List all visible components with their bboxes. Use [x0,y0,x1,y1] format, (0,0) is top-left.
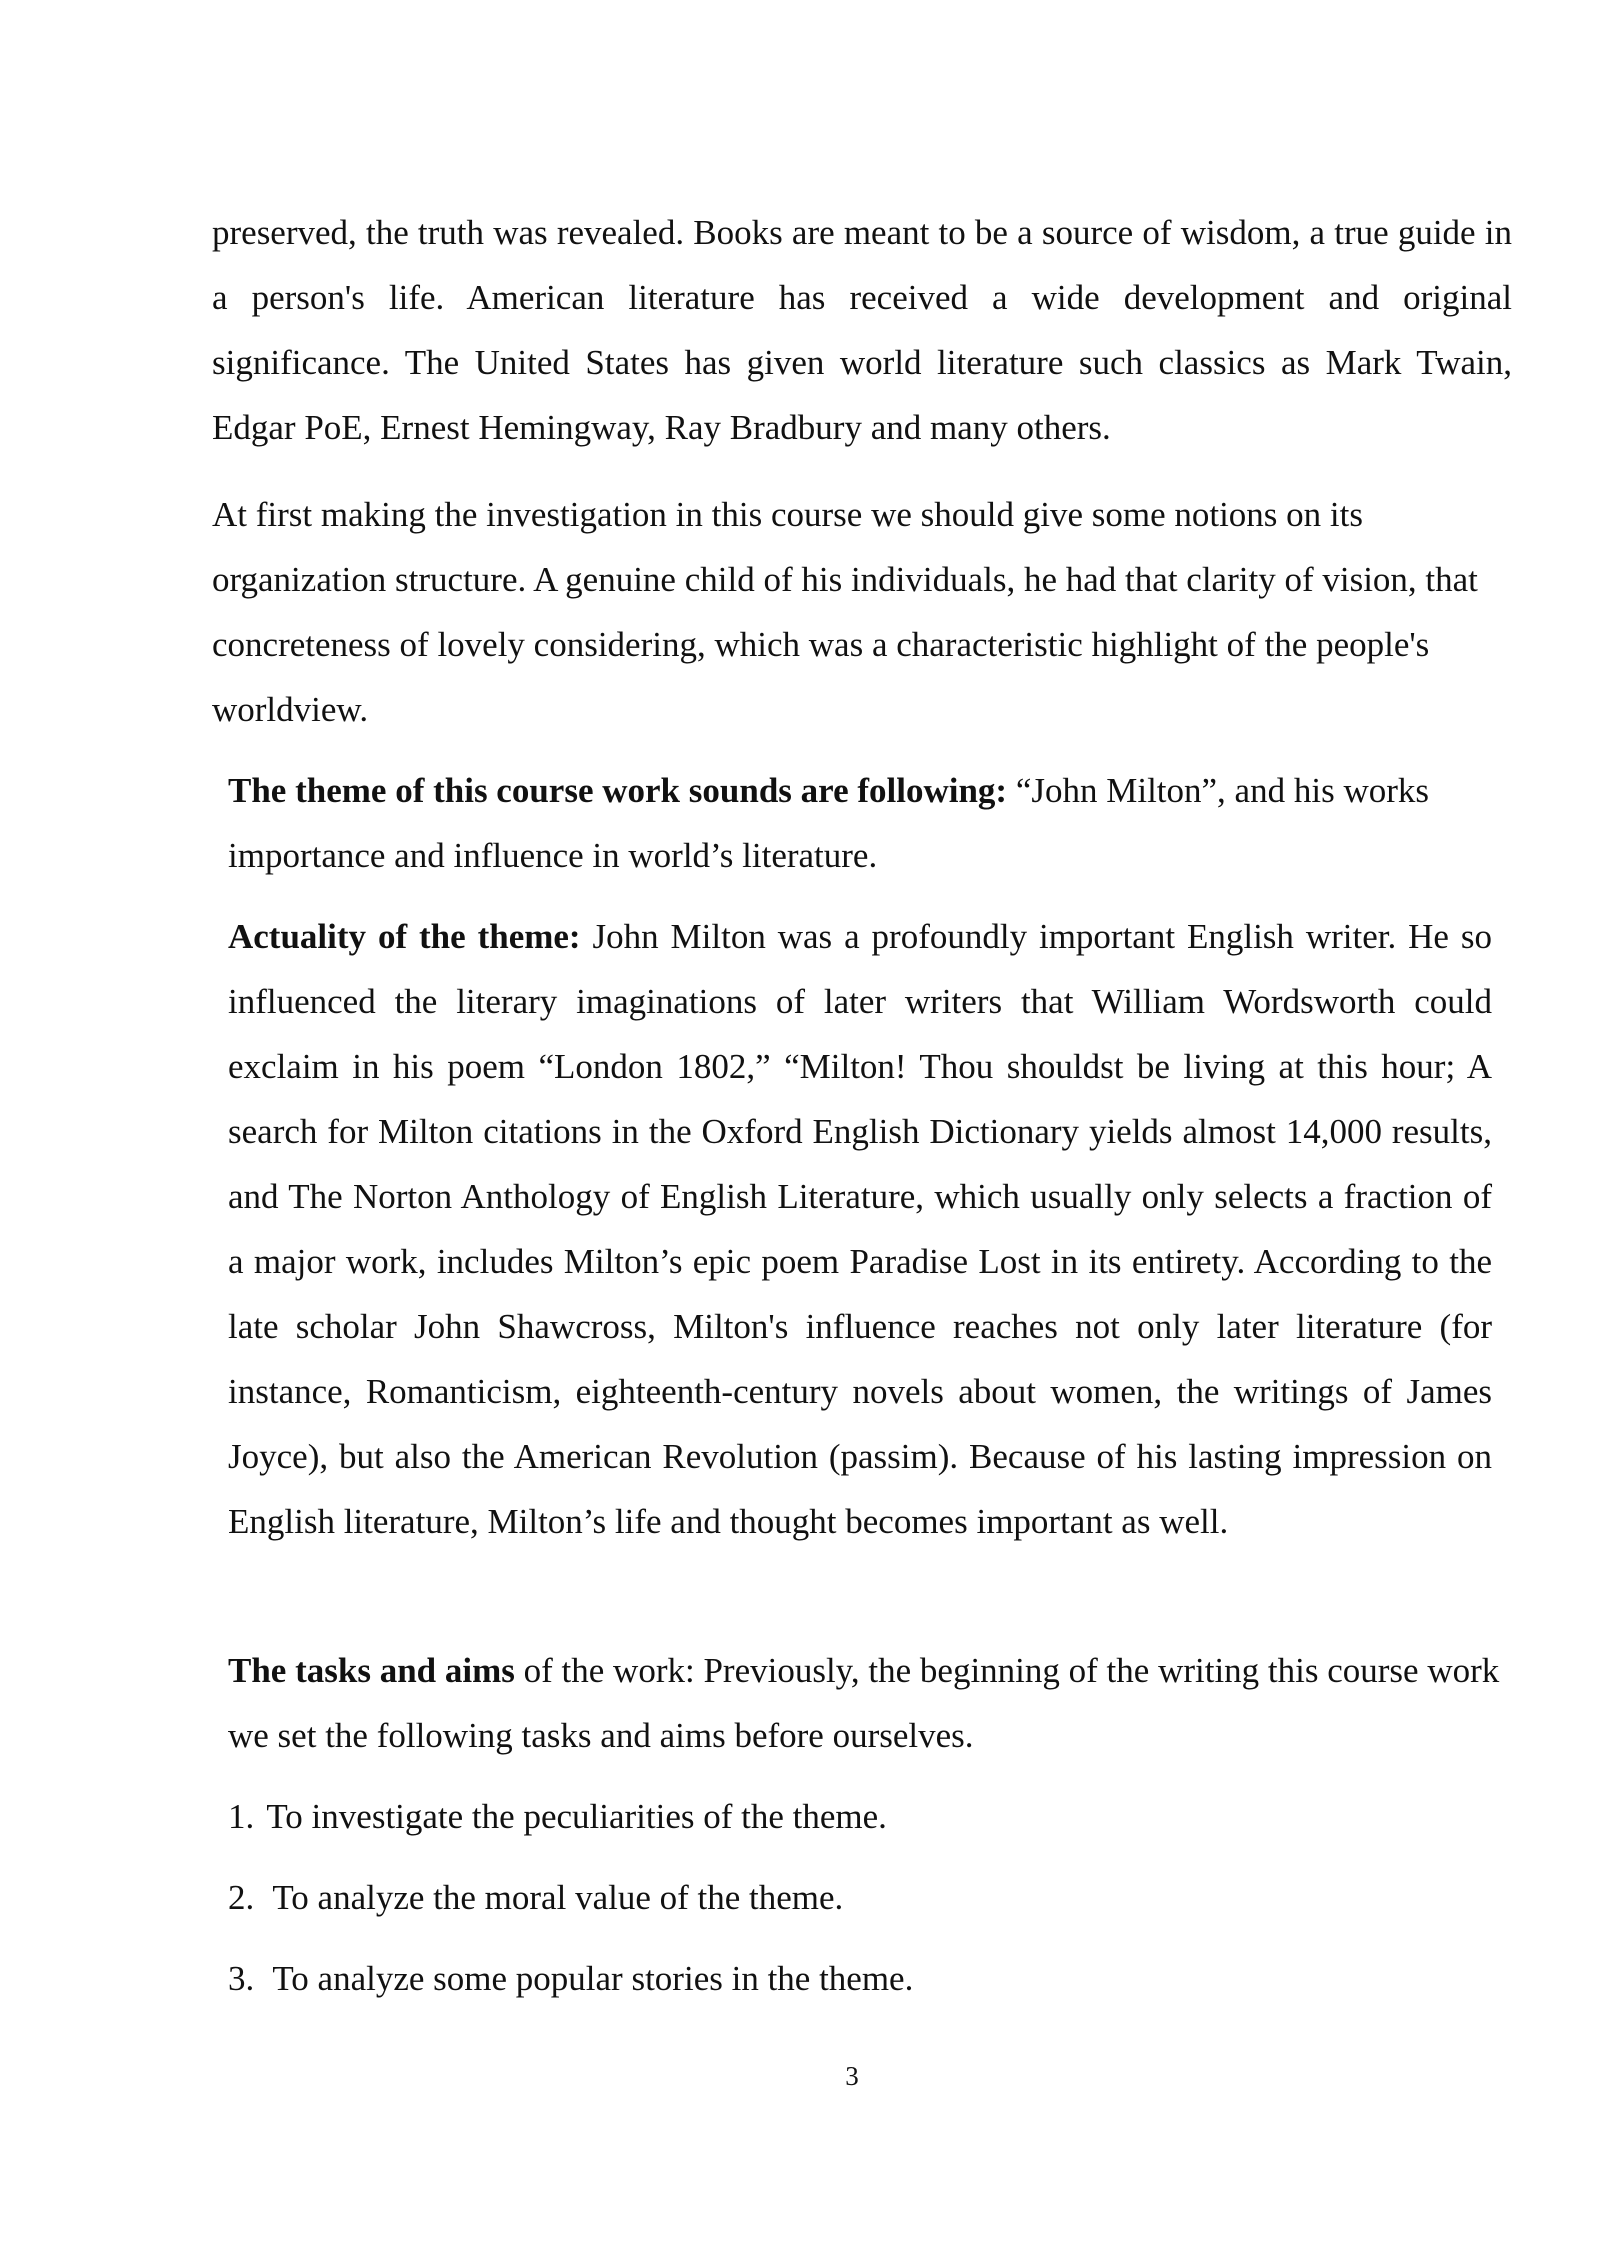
actuality-paragraph [228,904,1492,1554]
theme-paragraph [228,758,1512,888]
tasks-text: of the work: Previously, the beginning of the writing this course work we set the following tasks and aims before ourselves. [228,1651,1500,1755]
list-item-number: 3. [228,1959,255,1998]
list-item-number: 1. [228,1797,255,1836]
tasks-heading: The tasks and aims [228,1651,515,1690]
page-number: 3 [845,2061,859,2091]
list-item-number: 2. [228,1878,255,1917]
list-item [228,1865,1512,1930]
tasks-paragraph [228,1638,1512,1768]
list-item-text: To analyze some popular stories in the theme. [272,1959,914,1998]
list-item-text: To investigate the peculiarities of the theme. [266,1797,887,1836]
theme-heading: The theme of this course work sounds are following: [228,771,1008,810]
investigation-paragraph: At first making the investigation in this course we should give some notions on its organization structure. A genuine child of his individuals, he had that clarity of vision, that concreteness of lovely considering, which was a characteristic highlight of the people's worldview. [212,495,1478,729]
list-item [228,1946,1512,2011]
list-item-text: To analyze the moral value of the theme. [272,1878,844,1917]
intro-paragraph: preserved, the truth was revealed. Books are meant to be a source of wisdom, a true guide in a person's life. American literature has received a wide development and original significance. The United States has given world literature such classics as Mark Twain, Edgar PoE, Ernest Hemingway, Ray Bradbury and many others. [212,213,1512,447]
actuality-text: John Milton was a profoundly important English writer. He so influenced the literary imaginations of later writers that William Wordsworth could exclaim in his poem “London 1802,” “Milton! Thou shouldst be living at this hour; A search for Milton citations in the Oxford English Dictionary yields almost 14,000 results, and The Norton Anthology of English Literature, which usually only selects a fraction of a major work, includes Milton’s epic poem Paradise Lost in its entirety. According to the late scholar John Shawcross, Milton's influence reaches not only later literature (for instance, Romanticism, eighteenth-century novels about women, the writings of James Joyce), but also the American Revolution (passim). Because of his lasting impression on English literature, Milton’s life and thought becomes important as well. [228,917,1492,1541]
actuality-heading: Actuality of the theme: [228,917,581,956]
theme-text: “John Milton”, and his works importance and influence in world’s literature. [228,771,1429,875]
list-item [228,1784,1512,1849]
